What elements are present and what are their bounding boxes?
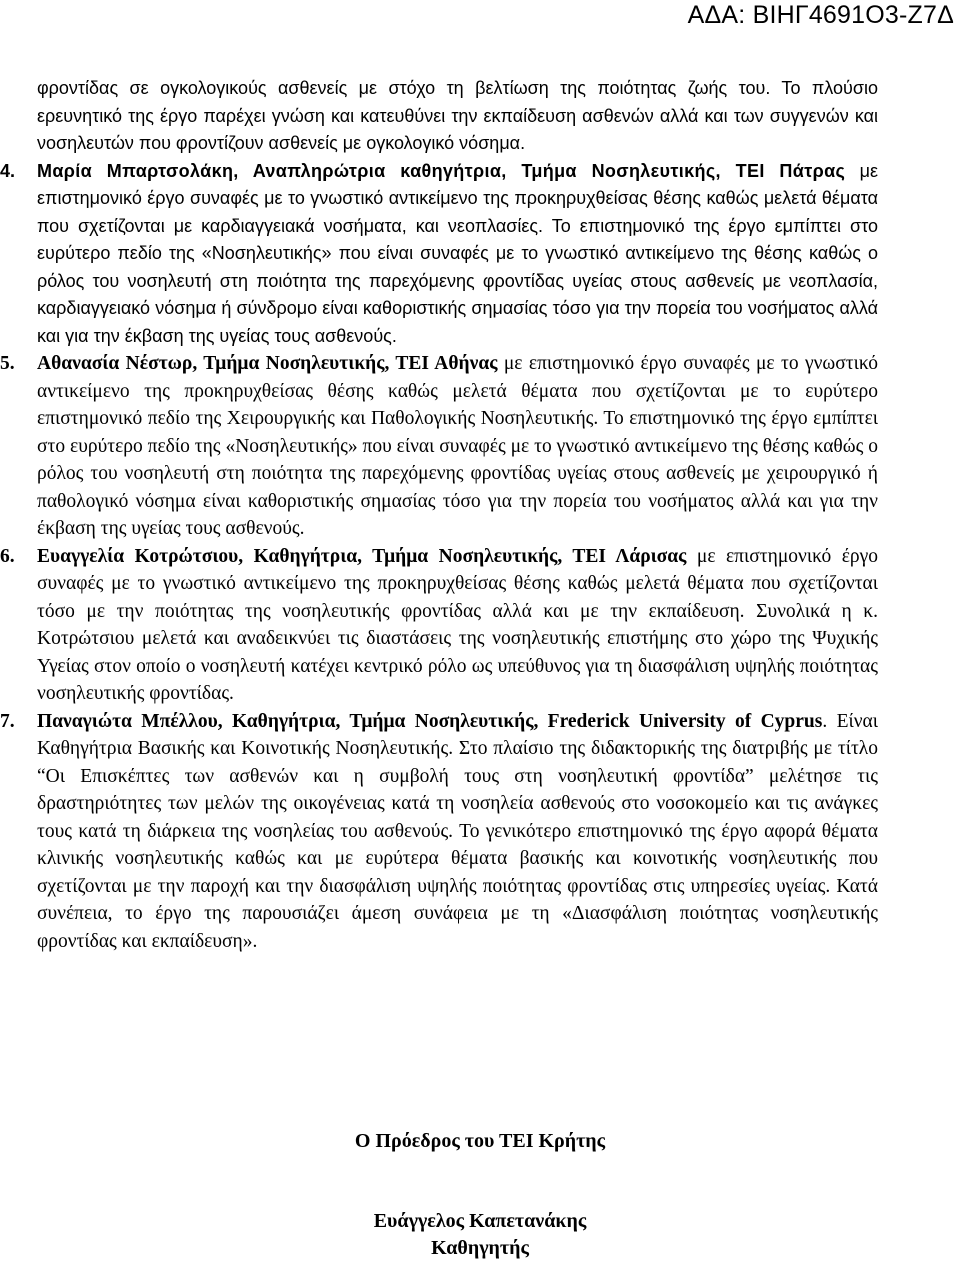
member-description: με επιστημονικό έργο συναφές με το γνωστικό αντικείμενο της προκηρυχθείσας θέσης καθώς μελετά θέματα που σχετίζονται τόσο με την ποιότητας της νοσηλευτικής φροντίδας αλλά και με την εκπαίδευση. Συνολικά η κ. Κοτρώτσιου μελετά και αναδεικνύει τις διαστάσεις της νοσηλευτικής επιστήμης στο χώρο της Ψυχικής Υγείας στον οποίο ο νοσηλευτή κατέχει κεντρικό ρόλο ως υπεύθυνος για τη διασφάλιση υψηλής ποιότητας νοσηλευτικής φροντίδας. [37, 545, 878, 704]
member-name: Ευαγγελία Κοτρώτσιου, Καθηγήτρια, Τμήμα Νοσηλευτικής, ΤΕΙ Λάρισας [37, 545, 687, 567]
member-name: Παναγιώτα Μπέλλου, Καθηγήτρια, Τμήμα Νοσηλευτικής, Frederick University of Cyprus [37, 710, 823, 732]
intro-paragraph: φροντίδας σε ογκολογικούς ασθενείς με στόχο τη βελτίωση της ποιότητας ζωής του. Το πλούσιο ερευνητικό της έργο παρέχει γνώση και κατευθύνει την εκπαίδευση ασθενών αλλά και των συγγενών και νοσηλευτών που φροντίζουν ασθενείς με ογκολογικό νόσημα. [37, 78, 878, 153]
member-description: . Είναι Καθηγήτρια Βασικής και Κοινοτικής Νοσηλευτικής. Στο πλαίσιο της διδακτορικής της διατριβής με τίτλο “Οι Επισκέπτες των ασθενών και η συμβολή τους στη νοσηλευτική φροντίδα” μελέτησε τις δραστηριότητες των μελών της οικογένειας κατά τη νοσηλεία ασθενούς στο νοσοκομείο και τις ανάγκες τους κατά τη διάρκεια της νοσηλείας του ασθενούς. Το γενικότερο επιστημονικό της έργο αφορά θέματα κλινικής νοσηλευτικής καθώς και με ευρύτερα θέματα βασικής και κοινοτικής νοσηλευτικής που σχετίζονται με την παροχή και την διασφάλιση υψηλής ποιότητας φροντίδας στις υπηρεσίες υγείας. Κατά συνέπεια, το έργο της παρουσιάζει άμεση συνάφεια με τη «Διασφάλιση ποιότητας νοσηλευτικής φροντίδας και εκπαίδευση». [37, 710, 879, 952]
list-item-number: 4. [0, 160, 16, 181]
member-name: Αθανασία Νέστωρ, Τμήμα Νοσηλευτικής, ΤΕΙ Αθήνας [37, 353, 498, 374]
ada-code: ΑΔΑ: ΒΙΗΓ4691Ο3-Ζ7Δ [687, 1, 954, 29]
list-item-number: 7. [0, 710, 15, 732]
signature-block [0, 1208, 960, 1262]
member-name: Μαρία Μπαρτσολάκη, Αναπληρώτρια καθηγήτρια, Τμήμα Νοσηλευτικής, ΤΕΙ Πάτρας [37, 160, 846, 181]
list-item-7 [0, 708, 879, 956]
signatory-name: Ευάγγελος Καπετανάκης [373, 1210, 587, 1232]
list-item-6 [0, 543, 878, 708]
list-item-number: 6. [0, 545, 15, 567]
signatory-title: Καθηγητής [431, 1237, 529, 1259]
member-description: με επιστημονικό έργο συναφές με το γνωστικό αντικείμενο της προκηρυχθείσας θέσης καθώς μελετά θέματα που σχετίζονται με το ευρύτερο επιστημονικό πεδίο της Χειρουργικής και Παθολογικής Νοσηλευτικής. Το επιστημονικό της έργο εμπίπτει στο ευρύτερο πεδίο της «Νοσηλευτικής» που είναι συναφές με το γνωστικό αντικείμενο της θέσης καθώς ο ρόλος του νοσηλευτή στη ποιότητα της παρεχόμενης φροντίδας υγείας στους ασθενείς με χειρουργικό ή παθολογικό νόσημα είναι καθοριστικής σημασίας τόσο για την πορεία του νοσήματος αλλά και για την έκβαση της υγείας τους ασθενούς. [37, 353, 878, 539]
list-item-4 [0, 158, 878, 351]
list-item-number: 5. [0, 353, 15, 374]
signature-role: Ο Πρόεδρος του ΤΕΙ Κρήτης [354, 1130, 606, 1152]
document-body [0, 75, 879, 955]
member-description: με επιστημονικό έργο συναφές με το γνωστικό αντικείμενο της προκηρυχθείσας θέσης καθώς μελετά θέματα που σχετίζονται με καρδιαγγειακά νοσήματα, και νεοπλασίες. Το επιστημονικό της έργο εμπίπτει στο ευρύτερο πεδίο της «Νοσηλευτικής» που είναι συναφές με το γνωστικό αντικείμενο της θέσης καθώς ο ρόλος του νοσηλευτή στη ποιότητα της παρεχόμενης φροντίδας υγείας στους ασθενείς με νεοπλασία, καρδιαγγειακό νόσημα ή σύνδρομο είναι καθοριστικής σημασίας τόσο για την πορεία του νοσήματος αλλά και για την έκβαση της υγείας τους ασθενούς. [37, 160, 878, 346]
list-item-5 [0, 350, 878, 543]
